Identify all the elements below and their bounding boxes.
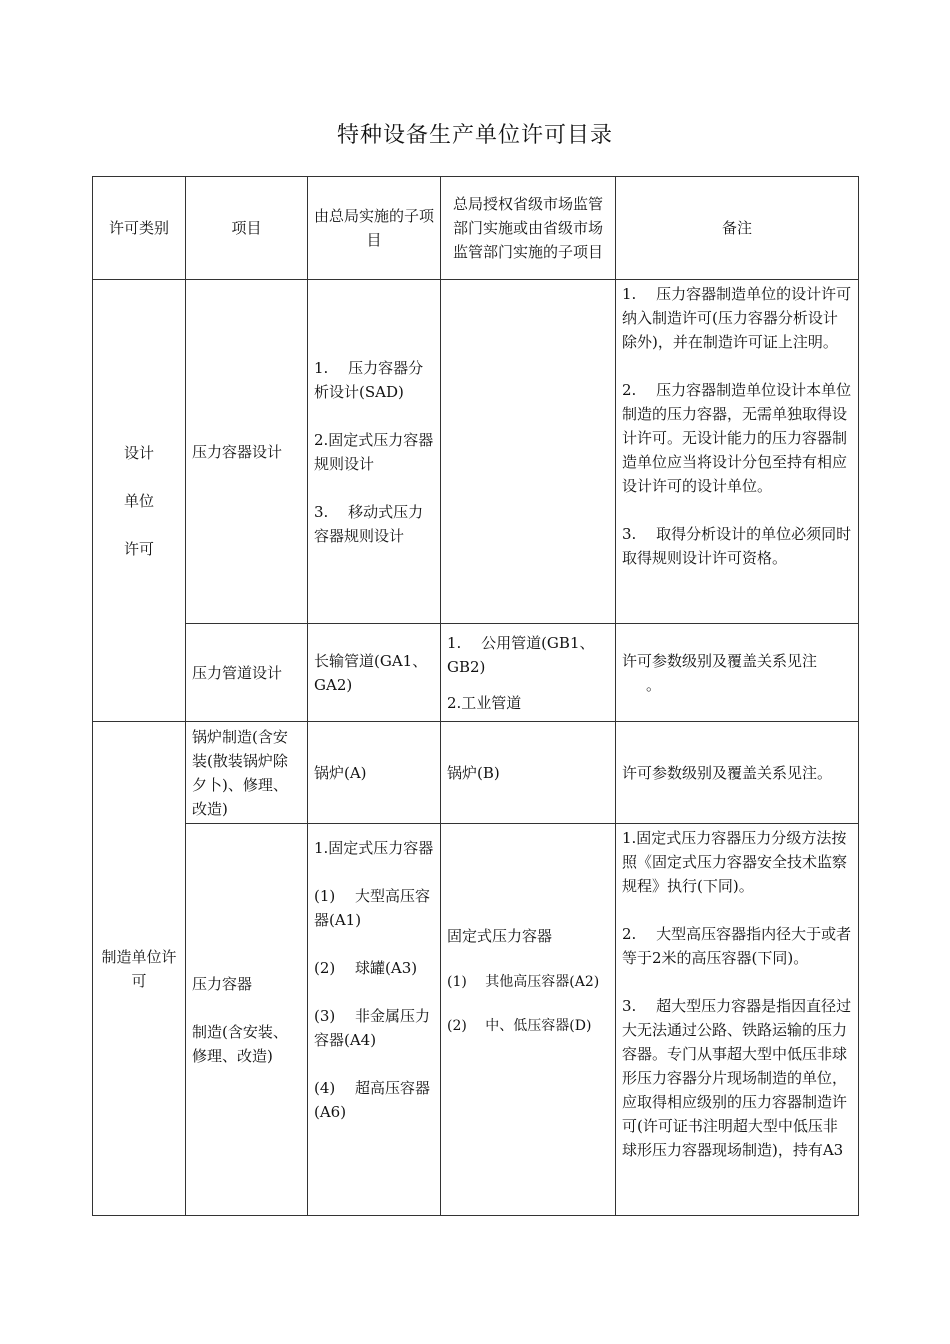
item-pipe-design: 压力管道设计 <box>186 624 308 722</box>
note: 2. 大型高压容器指内径大于或者等于2米的高压容器(下同)。 <box>622 925 852 967</box>
sub-bureau-cell: 长输管道(GA1、GA2) <box>308 624 441 722</box>
note: 3. 超大型压力容器是指因直径过大无法通过公路、铁路运输的压力容器。专门从事超大型中低压非球形压力容器分片现场制造的单位，应取得相应级别的压力容器制造许可(许可证书注明超大型中低压非球形压力容器现场制造)，持有A3 <box>622 997 852 1159</box>
notes-cell: 许可参数级别及覆盖关系见注。 <box>616 722 859 824</box>
note: 1.固定式压力容器压力分级方法按照《固定式压力容器安全技术监察规程》执行(下同)。 <box>622 829 848 895</box>
sub-item: 2.固定式压力容器规则设计 <box>314 430 434 473</box>
sub-province-cell <box>441 280 616 624</box>
notes-cell <box>616 824 859 1216</box>
sub-item: (2) 球罐(A3) <box>314 959 418 977</box>
category-line: 许可 <box>123 539 154 558</box>
license-table <box>92 176 859 1216</box>
page-title: 特种设备生产单位许可目录 <box>336 123 613 148</box>
notes-cell <box>616 624 859 722</box>
sub-province-cell <box>441 824 616 1216</box>
category-manufacture: 制造单位许可 <box>93 722 186 1216</box>
category-line: 单位 <box>123 491 154 510</box>
sub-bureau-cell <box>308 280 441 624</box>
sub-bureau-cell <box>308 824 441 1216</box>
note: 2. 压力容器制造单位设计本单位制造的压力容器，无需单独取得设计许可。无设计能力的压力容器制造单位应当将设计分包至持有相应设计许可的设计单位。 <box>622 381 852 495</box>
category-design <box>93 280 186 722</box>
note: 。 <box>646 675 662 694</box>
sub-item: (2) 中、低压容器(D) <box>447 1018 592 1034</box>
sub-item: 1.固定式压力容器 <box>314 839 434 857</box>
sub-province-cell <box>441 624 616 722</box>
item-line: 压力容器 <box>192 974 253 993</box>
sub-item: 1. 压力容器分析设计(SAD) <box>314 358 424 401</box>
table-row <box>93 280 859 624</box>
sub-item: (1) 其他高压容器(A2) <box>447 974 600 990</box>
sub-item: 2.工业管道 <box>447 693 522 712</box>
header-sub-bureau: 由总局实施的子项目 <box>308 177 441 280</box>
table-row <box>93 624 859 722</box>
sub-item: (3) 非金属压力容器(A4) <box>314 1007 431 1049</box>
sub-item: 1. 公用管道(GB1、GB2) <box>447 633 595 676</box>
header-item: 项目 <box>186 177 308 280</box>
notes-cell <box>616 280 859 624</box>
item-pv-manufacture <box>186 824 308 1216</box>
header-notes: 备注 <box>616 177 859 280</box>
sub-bureau-cell: 锅炉(A) <box>308 722 441 824</box>
table-row <box>93 824 859 1216</box>
sub-item: (4) 超高压容器(A6) <box>314 1079 431 1121</box>
sub-item: 3. 移动式压力容器规则设计 <box>314 502 424 545</box>
note: 1. 压力容器制造单位的设计许可纳入制造许可(压力容器分析设计除外)，并在制造许可证上注明。 <box>622 285 852 351</box>
note: 许可参数级别及覆盖关系见注 <box>622 651 818 670</box>
item-pv-design: 压力容器设计 <box>186 280 308 624</box>
header-sub-province: 总局授权省级市场监管部门实施或由省级市场监管部门实施的子项目 <box>441 177 616 280</box>
sub-item: (1) 大型高压容器(A1) <box>314 887 431 929</box>
header-category: 许可类别 <box>93 177 186 280</box>
category-line: 设计 <box>123 443 154 462</box>
table-row <box>93 722 859 824</box>
sub-province-cell: 锅炉(B) <box>441 722 616 824</box>
sub-item: 固定式压力容器 <box>447 927 553 945</box>
header-row <box>93 177 859 280</box>
item-line: 制造(含安装、修理、改造) <box>192 1022 288 1065</box>
item-boiler: 锅炉制造(含安装(散装锅炉除夕卜)、修理、改造) <box>186 722 308 824</box>
note: 3. 取得分析设计的单位必须同时取得规则设计许可资格。 <box>622 525 852 567</box>
